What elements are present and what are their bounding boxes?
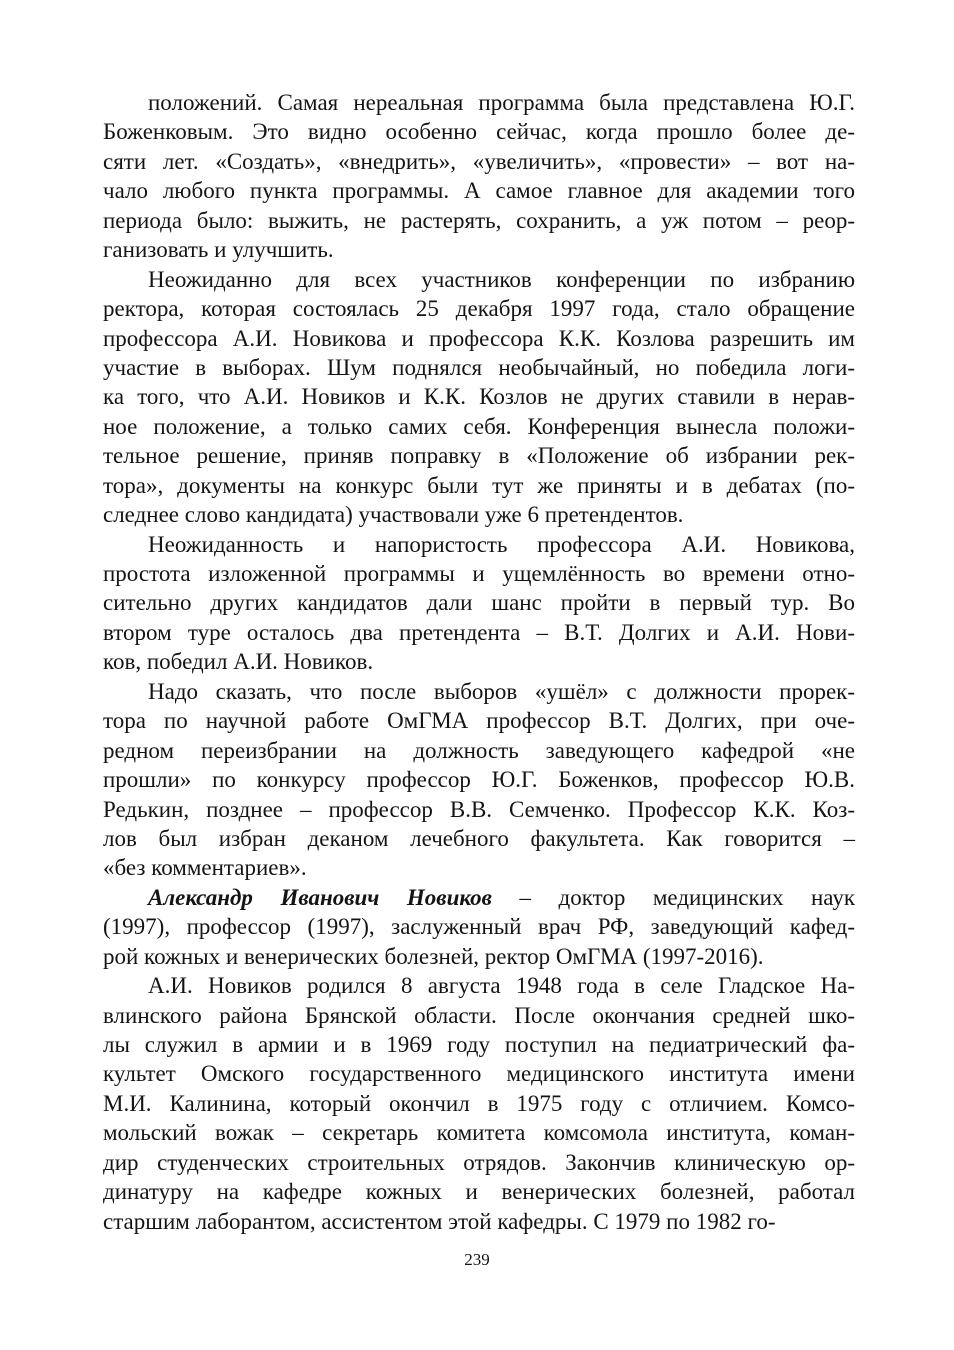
line-text: – доктор медицинских наук: [491, 884, 856, 910]
page-number: 239: [464, 1250, 490, 1269]
text-line: ное положение, а только самих себя. Конференция вынесла положи-: [103, 413, 855, 439]
text-line: лов был избран деканом лечебного факультета. Как говорится –: [103, 825, 855, 851]
text-line: влинского района Брянской области. После окончания средней шко-: [103, 1002, 855, 1028]
text-line: простота изложенной программы и ущемлённость во времени отно-: [103, 561, 855, 586]
text-line: тора по научной работе ОмГМА профессор В.Т. Долгих, при оче-: [103, 708, 855, 734]
text-line: тора», документы на конкурс были тут же приняты и в дебатах (по-: [103, 472, 855, 498]
text-line: редном переизбрании на должность заведующего кафедрой «не: [103, 737, 855, 763]
page-body: [103, 88, 855, 1236]
paragraph: [103, 971, 855, 1236]
text-line: ков, победил А.И. Новиков.: [103, 649, 374, 675]
text-line: прошли» по конкурсу профессор Ю.Г. Боженков, профессор Ю.В.: [103, 767, 855, 793]
text-line: положений. Самая нереальная программа была представлена Ю.Г.: [148, 90, 855, 115]
text-line: тельное решение, приняв поправку в «Положение об избрании рек-: [103, 443, 855, 469]
text-line: сительно других кандидатов дали шанс пройти в первый тур. Во: [103, 590, 855, 616]
text-line: ганизовать и улучшить.: [103, 237, 334, 263]
text-line: следнее слово кандидата) участвовали уже 6 претендентов.: [103, 502, 684, 528]
text-line: лы служил в армии и в 1969 году поступил на педиатрический фа-: [103, 1032, 855, 1057]
text-line: Редькин, позднее – профессор В.В. Семченко. Профессор К.К. Коз-: [103, 796, 855, 822]
text-line: Надо сказать, что после выборов «ушёл» с должности прорек-: [148, 678, 855, 704]
text-line: профессора А.И. Новикова и профессора К.К. Козлова разрешить им: [103, 325, 855, 351]
text-line: [103, 883, 855, 912]
text-line: ректора, которая состоялась 25 декабря 1997 года, стало обращение: [103, 296, 855, 322]
text-line: динатуру на кафедре кожных и венерических болезней, работал: [103, 1179, 855, 1205]
text-line: (1997), профессор (1997), заслуженный врач РФ, заведующий кафед-: [103, 914, 855, 940]
paragraph: [103, 530, 855, 677]
text-line: дир студенческих строительных отрядов. Закончив клиническую ор-: [103, 1149, 855, 1175]
text-line: периода было: выжить, не растерять, сохранить, а уж потом – реор-: [103, 207, 855, 233]
text-line: чало любого пункта программы. А самое главное для академии того: [103, 178, 855, 204]
text-line: втором туре осталось два претендента – В.Т. Долгих и А.И. Нови-: [103, 619, 855, 645]
text-line: М.И. Калинина, который окончил в 1975 году с отличием. Комсо-: [103, 1090, 855, 1116]
text-line: ка того, что А.И. Новиков и К.К. Козлов не других ставили в нерав-: [103, 384, 855, 410]
text-line: Боженковым. Это видно особенно сейчас, когда прошло более де-: [103, 119, 855, 145]
text-line: Неожиданность и напористость профессора А.И. Новикова,: [148, 531, 855, 557]
text-line: А.И. Новиков родился 8 августа 1948 года в селе Гладское На-: [148, 973, 855, 999]
text-line: рой кожных и венерических болезней, ректор ОмГМА (1997-2016).: [103, 943, 764, 969]
text-line: мольский вожак – секретарь комитета комсомола института, коман-: [103, 1120, 855, 1146]
text-line: старшим лаборантом, ассистентом этой кафедры. С 1979 по 1982 го-: [103, 1208, 776, 1234]
text-line: Неожиданно для всех участников конференции по избранию: [148, 266, 855, 292]
text-line: участие в выборах. Шум поднялся необычайный, но победила логи-: [103, 354, 855, 380]
text-line: культет Омского государственного медицинского института имени: [103, 1061, 855, 1087]
person-name: Александр Иванович Новиков: [148, 884, 492, 910]
paragraph: [103, 88, 855, 265]
text-line: сяти лет. «Создать», «внедрить», «увеличить», «провести» – вот на-: [103, 148, 855, 174]
paragraph: [103, 265, 855, 530]
paragraph: [103, 677, 855, 883]
paragraph: [103, 883, 855, 971]
text-line: «без комментариев».: [103, 855, 307, 881]
